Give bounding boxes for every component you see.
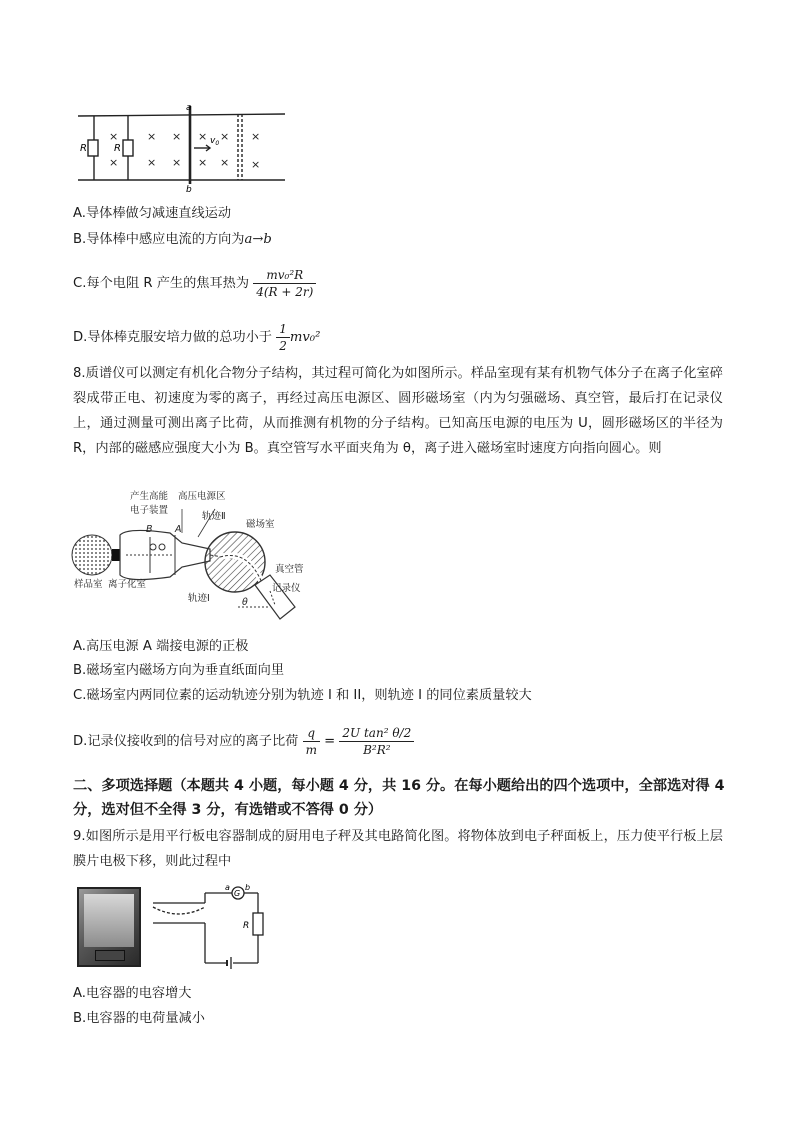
fig7-label-R-mid: R [114,143,121,154]
field-cross: × [251,158,261,171]
label-track-2: 轨迹Ⅱ [202,511,226,522]
field-cross: × [172,156,182,169]
mass-spectrometer-figure [70,487,315,627]
q9-option-b: B.电容器的电荷量减小 [73,1011,205,1026]
q8-option-d-lhs: $\frac{q}{m}$ [303,725,320,758]
label-vacuum-tube: 真空管 [275,564,304,575]
field-cross: × [198,156,208,169]
scale-circuit-figure [145,883,270,973]
fig7-label-R-left: R [80,143,87,154]
circuit-label-G: G [234,889,241,898]
q8-option-b: B.磁场室内磁场方向为垂直纸面向里 [73,663,285,678]
q7-option-c: C.每个电阻 R 产生的焦耳热为 $\frac{\text{mv₀²R}}{4(R + 2r)}$ [73,264,316,304]
q9-option-a: A.电容器的电容增大 [73,986,192,1001]
q7-option-b: B.导体棒中感应电流的方向为a→b [73,232,272,247]
fig7-label-v0: $v_0$ [210,136,220,147]
fig7-label-a: a [186,103,192,113]
circuit-label-b: b [245,883,251,892]
label-ionization-chamber: 离子化室 [108,579,147,590]
field-cross: × [109,156,119,169]
field-cross: × [147,130,157,143]
circuit-label-a: a [225,883,230,892]
field-cross: × [220,130,230,143]
q8-option-a: A.高压电源 A 端接电源的正极 [73,639,249,654]
q7-option-d: D.导体棒克服安培力做的总功小于 $\frac{1}{2}$ mv₀² [73,321,321,353]
field-cross: × [172,130,182,143]
label-theta: θ [242,597,248,608]
q7-option-a: A.导体棒做匀减速直线运动 [73,206,232,221]
scale-plate [84,894,134,947]
q7-option-c-fraction: $\frac{\text{mv₀²R}}{4(R + 2r)}$ [253,267,316,300]
electronic-scale-photo [77,887,141,967]
q8-option-d-rhs: $\frac{\text{2U tan² θ/2}}{\text{B²R²}}$ [339,725,414,758]
label-A: A [175,524,182,535]
q8-stem: 8.质谱仪可以测定有机化合物分子结构，其过程可简化为如图所示。样品室现有某有机物气体分子在离子化室碎裂成带正电、初速度为零的离子，再经过高压电源区、圆形磁场室（内为匀强磁场、真空管，最后打在记录仪上，通过测量可测出离子比荷，从而推测有机物的分子结构。已知高压电源的电压为 U，圆形磁场区的半径为 R，内部的磁感应强度大小为 B。真空管写水平面夹角为 θ，离子进入磁场室时速度方向指向圆心。则 [73,366,723,456]
field-cross: × [220,156,230,169]
q8-option-c: C.磁场室内两同位素的运动轨迹分别为轨迹 I 和 II，则轨迹 I 的同位素质量较大 [73,688,532,703]
label-electron-device-1: 产生高能 [130,491,169,502]
field-cross: × [198,130,208,143]
q8-option-d: D.记录仪接收到的信号对应的离子比荷 $\frac{q}{m}$ = $\frac{\text{2U tan² θ/2}}{\text{B²R²}}$ [73,718,414,766]
label-B: B [146,524,153,535]
label-electron-device-2: 电子装置 [130,505,169,516]
field-cross: × [109,130,119,143]
fig7-label-b: b [186,185,192,192]
label-track-1: 轨迹Ⅰ [188,593,210,604]
label-high-voltage-zone: 高压电源区 [178,491,226,502]
q7-option-d-fraction: $\frac{1}{2}$ [276,321,290,354]
field-cross: × [147,156,157,169]
q9-stem: 9.如图所示是用平行板电容器制成的厨用电子秤及其电路简化图。将物体放到电子秤面板上，压力使平行板上层膜片电极下移，则此过程中 [73,829,723,869]
q7-circuit-figure [70,100,290,192]
label-recorder: 记录仪 [272,583,301,594]
label-magnet-chamber: 磁场室 [246,519,275,530]
section-2-heading: 二、多项选择题（本题共 4 小题，每小题 4 分，共 16 分。在每小题给出的四个选项中，全部选对得 4 分，选对但不全得 3 分，有选错或不答得 0 分） [73,778,725,818]
field-cross: × [251,130,261,143]
scale-display [95,950,125,961]
circuit-label-R: R [243,921,250,931]
label-sample-chamber: 样品室 [74,579,103,590]
q7-option-b-math: a→b [244,232,272,247]
